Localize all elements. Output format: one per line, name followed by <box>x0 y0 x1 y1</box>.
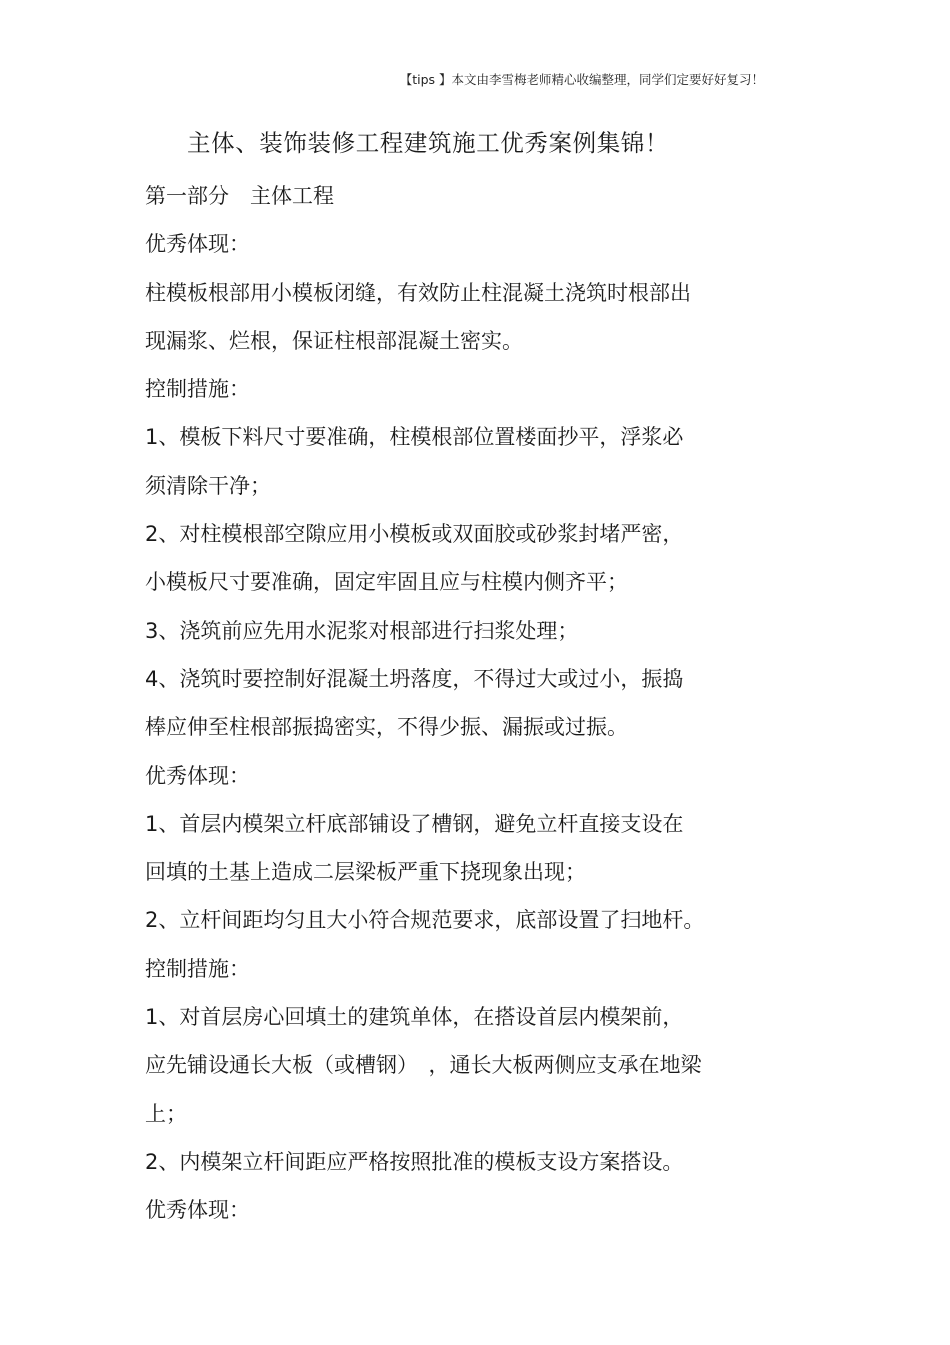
header-tips: 【tips 】本文由李雪梅老师精心收编整理，同学们定要好好复习！ <box>399 72 764 87</box>
text-line: 应先铺设通长大板（或槽钢） ，通长大板两侧应支承在地梁 <box>145 1053 702 1078</box>
text-line: 控制措施： <box>145 956 250 981</box>
text-line: 1、首层内模架立杆底部铺设了槽钢，避免立杆直接支设在 <box>145 811 684 836</box>
text-line: 棒应伸至柱根部振捣密实，不得少振、漏振或过振。 <box>145 715 628 740</box>
text-line: 小模板尺寸要准确，固定牢固且应与柱模内侧齐平； <box>145 570 628 595</box>
text-line: 1、对首层房心回填土的建筑单体，在搭设首层内模架前， <box>145 1005 684 1030</box>
document-title: 主体、装饰装修工程建筑施工优秀案例集锦！ <box>187 129 669 157</box>
text-line: 优秀体现： <box>145 1198 250 1223</box>
text-line: 现漏浆、烂根，保证柱根部混凝土密实。 <box>145 328 523 353</box>
text-line: 柱模板根部用小模板闭缝，有效防止柱混凝土浇筑时根部出 <box>145 280 691 305</box>
text-line: 3、浇筑前应先用水泥浆对根部进行扫浆处理； <box>145 618 579 643</box>
section-heading: 第一部分 主体工程 <box>145 184 334 208</box>
text-line: 优秀体现： <box>145 232 250 257</box>
text-line: 1、模板下料尺寸要准确，柱模根部位置楼面抄平，浮浆必 <box>145 425 684 450</box>
text-line: 回填的土基上造成二层梁板严重下挠现象出现； <box>145 860 586 885</box>
document-body <box>145 182 785 1245</box>
text-line: 控制措施： <box>145 377 250 402</box>
text-line: 4、浇筑时要控制好混凝土坍落度，不得过大或过小，振捣 <box>145 666 684 691</box>
text-line: 2、立杆间距均匀且大小符合规范要求，底部设置了扫地杆。 <box>145 908 705 933</box>
text-line: 须清除干净； <box>145 473 271 498</box>
text-line: 优秀体现： <box>145 763 250 788</box>
text-line: 2、内模架立杆间距应严格按照批准的模板支设方案搭设。 <box>145 1149 684 1174</box>
text-line: 2、对柱模根部空隙应用小模板或双面胶或砂浆封堵严密， <box>145 522 684 547</box>
text-line: 上； <box>145 1101 187 1126</box>
